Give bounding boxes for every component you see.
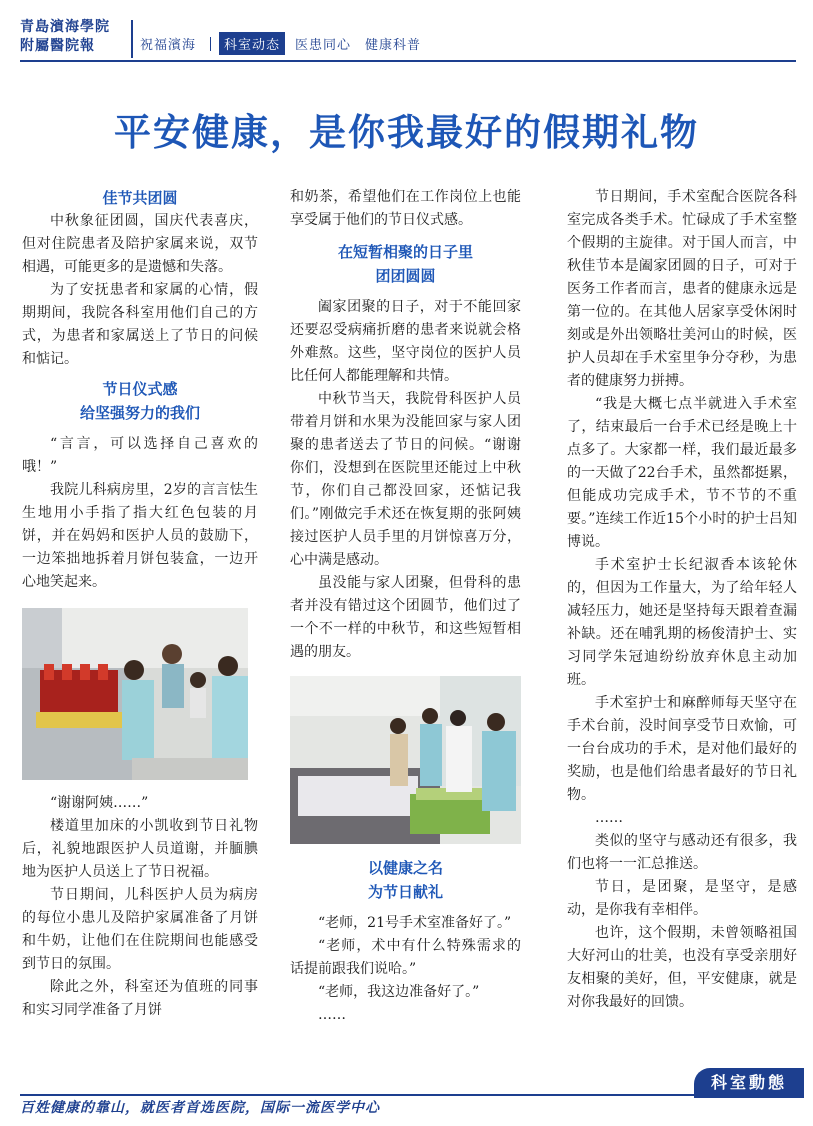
article-column-2	[290, 186, 521, 1027]
article-title: 平安健康，是你我最好的假期礼物	[114, 110, 699, 154]
paragraph: 为了安抚患者和家属的心情，假期期间，我院各科室用他们自己的方式，为患者和家属送上了节日的问候和惦记。	[22, 282, 258, 367]
article-column-3	[567, 186, 797, 1014]
section-heading	[22, 377, 258, 425]
paragraph: 类似的坚守与感动还有很多，我们也将一一汇总推送。	[567, 833, 797, 872]
paragraph: 虽没能与家人团聚，但骨科的患者并没有错过这个团圆节，他们过了一个不一样的中秋节，和这些短暂相遇的朋友。	[290, 575, 521, 660]
paragraph: “言言，可以选择自己喜欢的哦！”	[22, 436, 258, 475]
brand-line-1: 青島濱海學院	[20, 19, 110, 35]
article-column-1	[22, 186, 258, 1022]
orthopedics-photo	[290, 676, 521, 844]
paragraph: 楼道里加床的小凯收到节日礼物后，礼貌地跟医护人员道谢，并腼腆地为医护人员送上了节日祝福。	[22, 818, 258, 880]
section-heading-line-1: 在短暂相聚的日子里	[337, 243, 473, 261]
paragraph: “老师，我这边准备好了。”	[318, 984, 480, 1000]
paragraph: “我是大概七点半就进入手术室了，结束最后一台手术已经是晚上十点多了。大家都一样，我们最近最多的一天做了22台手术，虽然都挺累，但能成功完成手术，节不节的不重要。”连续工作近15个小时的护士吕知博说。	[567, 396, 797, 550]
paragraph: ……	[595, 810, 623, 826]
paragraph: 节日期间，儿科医护人员为病房的每位小患儿及陪护家属准备了月饼和牛奶，让他们在住院期间也能感受到节日的氛围。	[22, 887, 258, 972]
section-heading-line-2: 团团圆圆	[375, 267, 436, 285]
section-heading-line-1: 以健康之名	[367, 859, 443, 877]
section-heading: 佳节共团圆	[102, 189, 178, 207]
paragraph: 和奶茶，希望他们在工作岗位上也能享受属于他们的节日仪式感。	[290, 189, 521, 228]
nav-divider	[210, 37, 211, 51]
paragraph: 节日，是团聚，是坚守，是感动，是你我有幸相伴。	[567, 879, 797, 918]
footer-rule	[20, 1094, 796, 1096]
section-nav	[140, 32, 435, 55]
section-tag: 科室動態	[694, 1068, 804, 1098]
paragraph: 也许，这个假期，未曾领略祖国大好河山的壮美，也没有享受亲朋好友相聚的美好，但，平安健康，就是对你我最好的回馈。	[567, 925, 797, 1010]
section-heading	[290, 240, 521, 288]
paragraph: 中秋象征团圆，国庆代表喜庆，但对住院患者及陪护家属来说，双节相遇，可能更多的是遗憾和失落。	[22, 213, 258, 275]
pediatrics-photo-image	[22, 608, 248, 780]
paragraph: ……	[318, 1007, 346, 1023]
paragraph: 手术室护士长纪淑香本该轮休的，但因为工作量大，为了给年轻人减轻压力，她还是坚持每天跟着查漏补缺。还在哺乳期的杨俊清护士、实习同学朱冠迪纷纷放弃休息主动加班。	[567, 557, 797, 688]
newspaper-brand	[20, 18, 138, 56]
orthopedics-photo-image	[290, 676, 521, 844]
section-heading-line-2: 为节日献礼	[367, 883, 443, 901]
paragraph: 我院儿科病房里，2岁的言言怯生生地用小手指了指大红色包装的月饼，并在妈妈和医护人员的鼓励下，一边笨拙地拆着月饼包装盒，一边开心地笑起来。	[22, 482, 258, 590]
paragraph: “老师，21号手术室准备好了。”	[318, 915, 512, 931]
nav-item-health-science[interactable]: 健康科普	[365, 38, 422, 53]
nav-item-department-news[interactable]: 科室动态	[219, 32, 285, 55]
section-heading	[290, 856, 521, 904]
paragraph: 节日期间，手术室配合医院各科室完成各类手术。忙碌成了手术室整个假期的主旋律。对于国人而言，中秋佳节本是阖家团圆的日子，可对于医务工作者而言，患者的健康永远是第一位的。在其他人居家享受休闲时刻或是外出领略壮美河山的时候，医护人员却在手术室里争分夺秒，为患者的健康努力拼搏。	[567, 189, 797, 389]
pediatrics-photo	[22, 608, 258, 780]
paragraph: 阖家团聚的日子，对于不能回家还要忍受病痛折磨的患者来说就会格外难熬。这些，坚守岗位的医护人员比任何人都能理解和共情。	[290, 299, 521, 384]
brand-divider	[131, 20, 133, 58]
nav-item-blessing[interactable]: 祝福濱海	[140, 38, 197, 53]
paragraph: 除此之外，科室还为值班的同事和实习同学准备了月饼	[22, 979, 258, 1018]
section-heading-line-1: 节日仪式感	[102, 380, 178, 398]
brand-line-2: 附屬醫院報	[20, 38, 95, 54]
section-heading-line-2: 给坚强努力的我们	[79, 404, 200, 422]
page-header	[0, 0, 813, 62]
paragraph: 手术室护士和麻醉师每天坚守在手术台前，没时间享受节日欢愉，可一台台成功的手术，是对他们最好的奖励，也是他们给患者最好的节日礼物。	[567, 695, 797, 803]
paragraph: “老师，术中有什么特殊需求的话提前跟我们说哈。”	[290, 938, 521, 977]
paragraph: “谢谢阿姨……”	[50, 795, 149, 811]
header-rule	[20, 60, 796, 62]
paragraph: 中秋节当天，我院骨科医护人员带着月饼和水果为没能回家与家人团聚的患者送去了节日的问候。“谢谢你们，没想到在医院里还能过上中秋节，你们自己都没回家，还惦记我们。”刚做完手术还在恢复期的张阿姨接过医护人员手里的月饼惊喜万分，心中满是感动。	[290, 391, 521, 568]
footer-slogan: 百姓健康的靠山，就医者首选医院，国际一流医学中心	[20, 1100, 380, 1116]
nav-item-doctor-patient[interactable]: 医患同心	[295, 38, 352, 53]
